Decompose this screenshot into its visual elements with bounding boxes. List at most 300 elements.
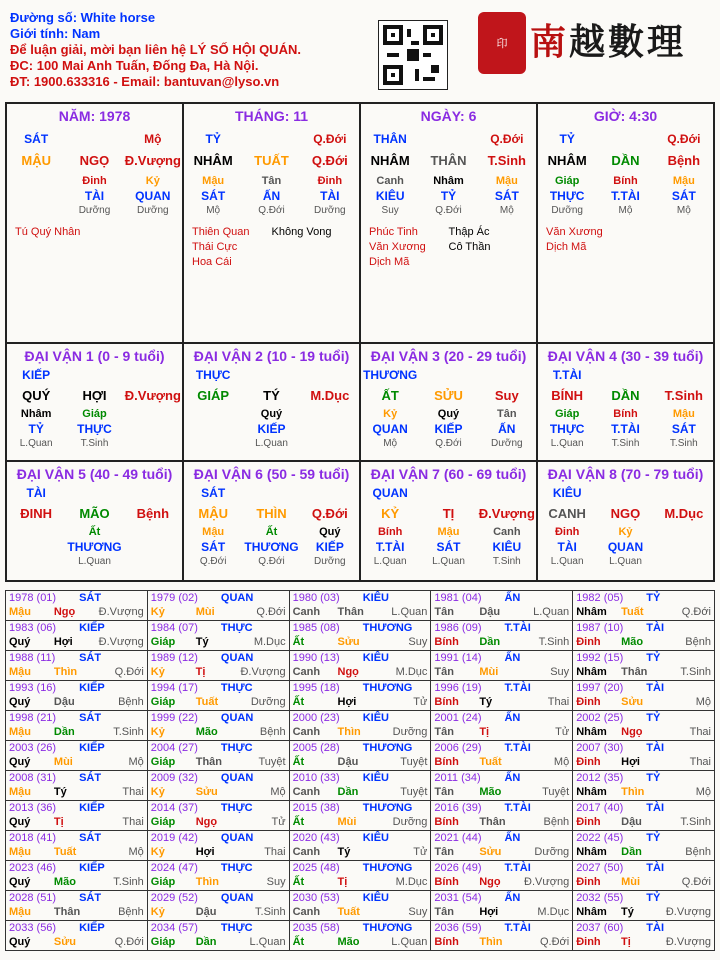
year-branch: Thân xyxy=(195,756,222,768)
dai-van-god: THỰC xyxy=(195,368,231,382)
stage-row-cell: Mộ xyxy=(618,205,633,216)
year-label: 2011 (34) xyxy=(434,772,481,784)
year-god: T.TÀI xyxy=(504,862,531,874)
ten-god-row-cell xyxy=(124,422,182,437)
star-label xyxy=(95,225,175,240)
main-row-cell: DẦN xyxy=(611,388,640,403)
stage-row-cell: Mộ xyxy=(499,205,514,216)
annual-cell[interactable] xyxy=(6,771,148,801)
annual-cell[interactable] xyxy=(147,831,289,861)
annual-cell[interactable] xyxy=(431,651,573,681)
brand-logo xyxy=(530,14,686,65)
year-label: 2037 (60) xyxy=(576,922,624,934)
year-stem: Kỷ xyxy=(150,786,165,798)
year-stage: Mộ xyxy=(695,786,711,798)
main-row-cell: Đ.Vượng xyxy=(124,388,181,403)
year-stage: Bệnh xyxy=(118,696,144,708)
main-row-cell: NHÂM xyxy=(193,153,233,168)
annual-row xyxy=(6,771,715,801)
pillar-2 xyxy=(360,103,537,343)
main-row-cell: KỶ xyxy=(381,506,400,521)
annual-cell[interactable] xyxy=(573,801,715,831)
annual-cell[interactable] xyxy=(431,711,573,741)
year-stem: Tân xyxy=(434,786,454,798)
ten-god-row-cell: THỰC xyxy=(77,422,112,436)
main-row xyxy=(184,505,359,523)
year-stem: Mậu xyxy=(9,726,31,738)
annual-cell[interactable] xyxy=(573,771,715,801)
annual-cell[interactable] xyxy=(573,831,715,861)
annual-cell[interactable] xyxy=(573,741,715,771)
year-label: 2023 (46) xyxy=(9,862,57,874)
year-stage: L.Quan xyxy=(249,936,286,948)
hidden-stem-row-cell: Bính xyxy=(613,408,638,420)
annual-cell[interactable] xyxy=(431,891,573,921)
stage-row-cell: L.Quan xyxy=(255,438,288,449)
annual-cell[interactable] xyxy=(289,681,431,711)
year-label: 2017 (40) xyxy=(576,802,624,814)
dai-van-god: T.TÀI xyxy=(552,368,582,382)
year-label: 2001 (24) xyxy=(434,712,482,724)
year-stage: Đ.Vượng xyxy=(98,606,144,618)
year-stem: Quý xyxy=(9,636,31,648)
brand-char: 數 xyxy=(608,21,648,63)
year-stage: Đ.Vượng xyxy=(665,906,711,918)
year-branch: Tị xyxy=(337,876,348,888)
stage-row-cell: L.Quan xyxy=(373,556,407,567)
brand-char: 越 xyxy=(569,21,609,63)
hidden-stem-row-cell: Kỷ xyxy=(383,408,398,420)
year-label: 1991 (14) xyxy=(434,652,482,664)
annual-cell[interactable] xyxy=(289,861,431,891)
year-stem: Giáp xyxy=(150,636,176,648)
hidden-stem-row-cell xyxy=(655,525,713,540)
star-label xyxy=(626,240,706,255)
dai-van-god: THƯƠNG xyxy=(363,368,418,382)
year-stage: Bệnh xyxy=(685,846,711,858)
year-stem: Tân xyxy=(434,726,454,738)
ten-god-row-cell: T.TÀI xyxy=(611,189,640,203)
year-label: 2035 (58) xyxy=(292,922,340,934)
ten-god-row-cell: KIẾP xyxy=(315,540,344,554)
annual-cell[interactable] xyxy=(289,771,431,801)
stage-row-cell: Mộ xyxy=(676,205,691,216)
annual-cell[interactable] xyxy=(147,621,289,651)
year-label: 2028 (51) xyxy=(9,892,57,904)
year-stem: Kỷ xyxy=(150,846,165,858)
annual-cell[interactable] xyxy=(573,681,715,711)
annual-cell[interactable] xyxy=(289,591,431,621)
main-row xyxy=(538,152,713,170)
hidden-stem-row-cell: Bính xyxy=(613,175,638,187)
annual-cell[interactable] xyxy=(147,891,289,921)
top-row xyxy=(184,132,359,147)
hidden-stem-row-cell: Mậu xyxy=(202,175,225,187)
hidden-stem-row-cell: Giáp xyxy=(554,175,580,187)
year-label: 2014 (37) xyxy=(150,802,198,814)
main-row-cell: TÝ xyxy=(263,388,280,403)
year-label: 2008 (31) xyxy=(9,772,57,784)
year-branch: Hợi xyxy=(195,846,215,858)
year-god: SÁT xyxy=(79,892,102,904)
dai-van-8 xyxy=(537,461,714,581)
dai-van-god: KIẾP xyxy=(22,368,51,382)
dai-van-god: SÁT xyxy=(201,486,226,500)
ten-god-row-cell xyxy=(124,540,182,555)
gender-value: Nam xyxy=(71,26,101,41)
year-stem: Kỷ xyxy=(150,606,165,618)
main-row-cell: M.Dục xyxy=(664,506,704,521)
star-label: Cô Thần xyxy=(448,241,491,253)
annual-cell[interactable] xyxy=(431,741,573,771)
year-stage: Q.Đới xyxy=(681,606,711,618)
year-branch: Mùi xyxy=(53,756,73,768)
year-god: ẤN xyxy=(504,892,521,904)
ten-god-row-cell: THƯƠNG xyxy=(67,540,122,554)
year-branch: Hợi xyxy=(479,906,499,918)
stage-row xyxy=(361,204,536,217)
year-branch: Dần xyxy=(621,846,642,858)
year-stage: Bệnh xyxy=(685,636,711,648)
main-row-cell: Bệnh xyxy=(136,506,170,521)
ten-god-row xyxy=(361,422,536,437)
top-row xyxy=(7,132,182,147)
stage-row-cell: L.Quan xyxy=(609,556,642,567)
stage-row-cell xyxy=(7,555,65,568)
qr-code[interactable] xyxy=(378,20,448,90)
dai-van-title: ĐẠI VẬN 6 (50 - 59 tuổi) xyxy=(193,466,350,482)
year-stage: Tử xyxy=(413,846,428,858)
hidden-stem-row xyxy=(361,525,536,540)
annual-cell[interactable] xyxy=(573,651,715,681)
annual-cell[interactable] xyxy=(6,801,148,831)
stage-row-cell: Dưỡng xyxy=(78,205,111,216)
dai-van-title: ĐẠI VẬN 8 (70 - 79 tuổi) xyxy=(547,466,704,482)
year-branch: Sửu xyxy=(337,636,360,648)
annual-cell[interactable] xyxy=(6,741,148,771)
year-branch: Thìn xyxy=(621,786,645,798)
year-stage: Suy xyxy=(408,636,428,648)
year-label: 2034 (57) xyxy=(150,922,198,934)
annual-cell[interactable] xyxy=(147,861,289,891)
annual-cell[interactable] xyxy=(147,921,289,951)
stage-row-cell: T.Sinh xyxy=(492,556,521,567)
year-stage: Tử xyxy=(555,726,570,738)
star-label: Dịch Mã xyxy=(546,241,587,253)
year-label: 1988 (11) xyxy=(9,652,56,664)
annual-cell[interactable] xyxy=(573,861,715,891)
ten-god-row-cell: SÁT xyxy=(201,540,226,554)
year-god: KIÊU xyxy=(362,772,389,784)
annual-cell[interactable] xyxy=(289,891,431,921)
main-row-cell: MÃO xyxy=(79,506,110,521)
hidden-stem-row-cell: Canh xyxy=(493,526,521,538)
year-branch: Tị xyxy=(53,816,64,828)
annual-row xyxy=(6,891,715,921)
year-god: THỰC xyxy=(220,622,253,634)
brand-char: 理 xyxy=(647,21,687,63)
star-label: Dịch Mã xyxy=(369,256,410,268)
year-stem: Đinh xyxy=(576,876,601,888)
year-stage: M.Dục xyxy=(395,876,428,888)
hidden-stem-row-cell: Mậu xyxy=(437,526,460,538)
ten-god-row-cell xyxy=(655,540,713,555)
year-stage: Đ.Vượng xyxy=(240,666,286,678)
ten-god-row-cell: ẤN xyxy=(498,422,516,436)
year-stem: Quý xyxy=(9,876,31,888)
star-label: Thập Ác xyxy=(448,226,490,238)
star-label: Văn Xương xyxy=(369,241,426,253)
year-label: 1995 (18) xyxy=(292,682,340,694)
year-label: 2003 (26) xyxy=(9,742,57,754)
stage-row-cell: L.Quan xyxy=(78,556,111,567)
dai-van-6 xyxy=(183,461,360,581)
annual-cell[interactable] xyxy=(431,861,573,891)
ten-god-row xyxy=(184,189,359,204)
year-god: TÀI xyxy=(646,922,665,934)
year-label: 1979 (02) xyxy=(150,592,198,604)
year-stage: M.Dục xyxy=(253,636,286,648)
dai-van-title: ĐẠI VẬN 4 (30 - 39 tuổi) xyxy=(547,348,704,364)
annual-cell[interactable] xyxy=(6,891,148,921)
hidden-stem-row-cell xyxy=(184,407,242,422)
stage-row-cell: Dưỡng xyxy=(314,556,346,567)
year-label: 1983 (06) xyxy=(9,622,57,634)
ten-god-row-cell: T.TÀI xyxy=(375,540,405,554)
main-row-cell: M.Dục xyxy=(310,388,350,403)
annual-cell[interactable] xyxy=(289,711,431,741)
stage-row-cell: Q.Đới xyxy=(199,556,227,567)
star-label: Không Vong xyxy=(271,226,332,238)
year-branch: Mão xyxy=(53,876,76,888)
stage-row-cell xyxy=(301,437,359,450)
stage-row xyxy=(184,437,359,450)
annual-cell[interactable] xyxy=(431,621,573,651)
year-branch: Mão xyxy=(195,726,218,738)
annual-cell[interactable] xyxy=(431,771,573,801)
year-stage: Q.Đới xyxy=(114,936,144,948)
year-stem: Tân xyxy=(434,906,454,918)
stage-row-cell: Mộ xyxy=(383,438,398,449)
gender-label: Giới tính: xyxy=(10,26,69,41)
year-stem: Quý xyxy=(9,756,31,768)
annual-cell[interactable] xyxy=(6,681,148,711)
ten-god-row-cell: SÁT xyxy=(494,189,519,203)
dai-van-3 xyxy=(360,343,537,461)
star-label: Phúc Tinh xyxy=(369,226,418,238)
pillar-3 xyxy=(537,103,714,343)
stage-row xyxy=(7,555,182,568)
main-row-cell: Suy xyxy=(494,388,519,403)
year-label: 2026 (49) xyxy=(434,862,482,874)
annual-cell[interactable] xyxy=(6,621,148,651)
year-branch: Hợi xyxy=(621,756,640,768)
annual-cell[interactable] xyxy=(6,711,148,741)
stage-row-cell: L.Quan xyxy=(19,438,53,449)
hidden-stem-row-cell: Giáp xyxy=(554,408,580,420)
annual-cell[interactable] xyxy=(289,831,431,861)
year-stage: T.Sinh xyxy=(113,726,144,738)
annual-cell[interactable] xyxy=(147,741,289,771)
annual-cell[interactable] xyxy=(6,831,148,861)
year-label: 2022 (45) xyxy=(576,832,624,844)
year-label: 1993 (16) xyxy=(9,682,57,694)
annual-cell[interactable] xyxy=(431,921,573,951)
stage-row-cell: Q.Đới xyxy=(435,205,462,216)
main-row-cell: THÂN xyxy=(430,153,467,168)
annual-cell[interactable] xyxy=(573,621,715,651)
year-god: SÁT xyxy=(79,772,102,784)
annual-cell[interactable] xyxy=(289,741,431,771)
hidden-stem-row-cell xyxy=(124,525,182,540)
annual-cell[interactable] xyxy=(289,801,431,831)
chart-name: Đường số: White horse xyxy=(10,10,156,25)
annual-cell[interactable] xyxy=(147,591,289,621)
phone-email: ĐT: 1900.633316 - Email: bantuvan@lyso.vn xyxy=(10,74,280,89)
annual-cell[interactable] xyxy=(6,921,148,951)
year-god: QUAN xyxy=(220,712,254,724)
stage-row-cell: T.Sinh xyxy=(611,438,640,449)
stage-row-cell: Q.Đới xyxy=(258,205,285,216)
address: ĐC: 100 Mai Anh Tuấn, Đống Đa, Hà Nội. xyxy=(10,58,259,73)
hidden-stem-row xyxy=(538,407,713,422)
annual-row xyxy=(6,711,715,741)
ten-god-row-cell: TÀI xyxy=(557,540,577,554)
stage-row-cell: T.Sinh xyxy=(80,438,109,449)
year-stage: T.Sinh xyxy=(255,906,286,918)
year-stem: Bính xyxy=(434,816,459,828)
hidden-stem-row xyxy=(7,525,182,540)
year-stem: Đinh xyxy=(576,936,601,948)
annual-cell[interactable] xyxy=(147,801,289,831)
star-label xyxy=(272,240,352,255)
annual-cell[interactable] xyxy=(431,681,573,711)
annual-cell[interactable] xyxy=(289,921,431,951)
year-god: TỶ xyxy=(646,772,661,784)
hidden-stem-row xyxy=(7,407,182,422)
annual-cell[interactable] xyxy=(289,621,431,651)
year-stem: Canh xyxy=(292,906,321,918)
year-branch: Tý xyxy=(337,846,351,858)
top-row-cell: Q.Đới xyxy=(313,132,347,146)
year-stage: Đ.Vượng xyxy=(98,636,144,648)
ten-god-row-cell: KIÊU xyxy=(492,540,522,554)
annual-cell[interactable] xyxy=(147,771,289,801)
year-god: THƯƠNG xyxy=(362,682,413,694)
year-branch: Tị xyxy=(479,726,490,738)
year-stem: Bính xyxy=(434,876,459,888)
year-god: QUAN xyxy=(220,652,254,664)
year-god: QUAN xyxy=(220,592,254,604)
year-branch: Mão xyxy=(337,936,360,948)
annual-cell[interactable] xyxy=(431,591,573,621)
annual-cell[interactable] xyxy=(147,711,289,741)
year-label: 2002 (25) xyxy=(576,712,624,724)
year-stem: Mậu xyxy=(9,846,31,858)
top-row-cell: Q.Đới xyxy=(667,132,701,146)
year-stage: Tử xyxy=(271,816,286,828)
year-stem: Bính xyxy=(434,696,459,708)
annual-cell[interactable] xyxy=(573,891,715,921)
year-branch: Mão xyxy=(621,636,644,648)
year-stem: Nhâm xyxy=(576,786,607,798)
year-stage: L.Quan xyxy=(533,606,570,618)
hidden-stem-row-cell: Mậu xyxy=(202,526,225,538)
stage-row-cell: Dưỡng xyxy=(314,205,346,216)
year-stage: T.Sinh xyxy=(680,666,711,678)
annual-cell[interactable] xyxy=(573,711,715,741)
seal-logo xyxy=(478,12,526,74)
contact-note: Để luận giải, mời bạn liên hệ LÝ SỐ HỘI QUÁN. xyxy=(10,42,301,57)
year-label: 2013 (36) xyxy=(9,802,57,814)
year-label: 1981 (04) xyxy=(434,592,482,604)
year-branch: Tý xyxy=(621,906,634,918)
ten-god-row-cell: T.TÀI xyxy=(611,422,640,436)
year-god: THỰC xyxy=(220,802,253,814)
year-stage: Thai xyxy=(122,816,144,828)
stage-row-cell xyxy=(184,437,242,450)
annual-cell[interactable] xyxy=(431,801,573,831)
year-stage: Bệnh xyxy=(259,726,286,738)
annual-cell[interactable] xyxy=(147,651,289,681)
main-row-cell: NHÂM xyxy=(370,153,410,168)
year-god: THƯƠNG xyxy=(362,922,413,934)
annual-cell[interactable] xyxy=(289,651,431,681)
year-branch: Ngọ xyxy=(337,666,359,678)
annual-cell[interactable] xyxy=(6,591,148,621)
annual-cell[interactable] xyxy=(431,831,573,861)
year-god: KIẾP xyxy=(79,922,105,934)
year-label: 2019 (42) xyxy=(150,832,198,844)
hidden-stem-row-cell: Kỷ xyxy=(618,526,633,538)
stage-row-cell xyxy=(7,204,65,217)
year-label: 2032 (55) xyxy=(576,892,624,904)
year-branch: Tý xyxy=(479,696,493,708)
annual-cell[interactable] xyxy=(6,651,148,681)
year-stage: Tuyệt xyxy=(542,786,570,798)
year-branch: Tuất xyxy=(53,846,77,858)
year-stem: Tân xyxy=(434,606,454,618)
annual-cell[interactable] xyxy=(573,591,715,621)
year-label: 2030 (53) xyxy=(292,892,340,904)
annual-cell[interactable] xyxy=(573,921,715,951)
star-label xyxy=(449,255,529,270)
year-god: KIÊU xyxy=(362,592,389,604)
stage-row-cell: Q.Đới xyxy=(435,438,462,449)
main-row-cell: Q.Đới xyxy=(311,506,348,521)
year-god: QUAN xyxy=(220,892,254,904)
year-stage: Thai xyxy=(547,696,570,708)
main-row-cell: THÌN xyxy=(256,506,287,521)
year-branch: Hợi xyxy=(337,696,357,708)
main-row xyxy=(538,387,713,405)
dai-van-4 xyxy=(537,343,714,461)
main-row xyxy=(7,505,182,523)
hidden-stem-row xyxy=(7,174,182,189)
year-god: THƯƠNG xyxy=(362,802,413,814)
year-branch: Thìn xyxy=(337,726,361,738)
year-stem: Mậu xyxy=(9,906,31,918)
main-row xyxy=(361,152,536,170)
annual-cell[interactable] xyxy=(6,861,148,891)
ten-god-row xyxy=(361,189,536,204)
year-stage: M.Dục xyxy=(395,666,428,678)
annual-cell[interactable] xyxy=(147,681,289,711)
year-stage: Bệnh xyxy=(118,906,144,918)
year-branch: Dậu xyxy=(621,816,642,828)
main-row xyxy=(7,152,182,170)
year-stage: Q.Đới xyxy=(114,666,144,678)
